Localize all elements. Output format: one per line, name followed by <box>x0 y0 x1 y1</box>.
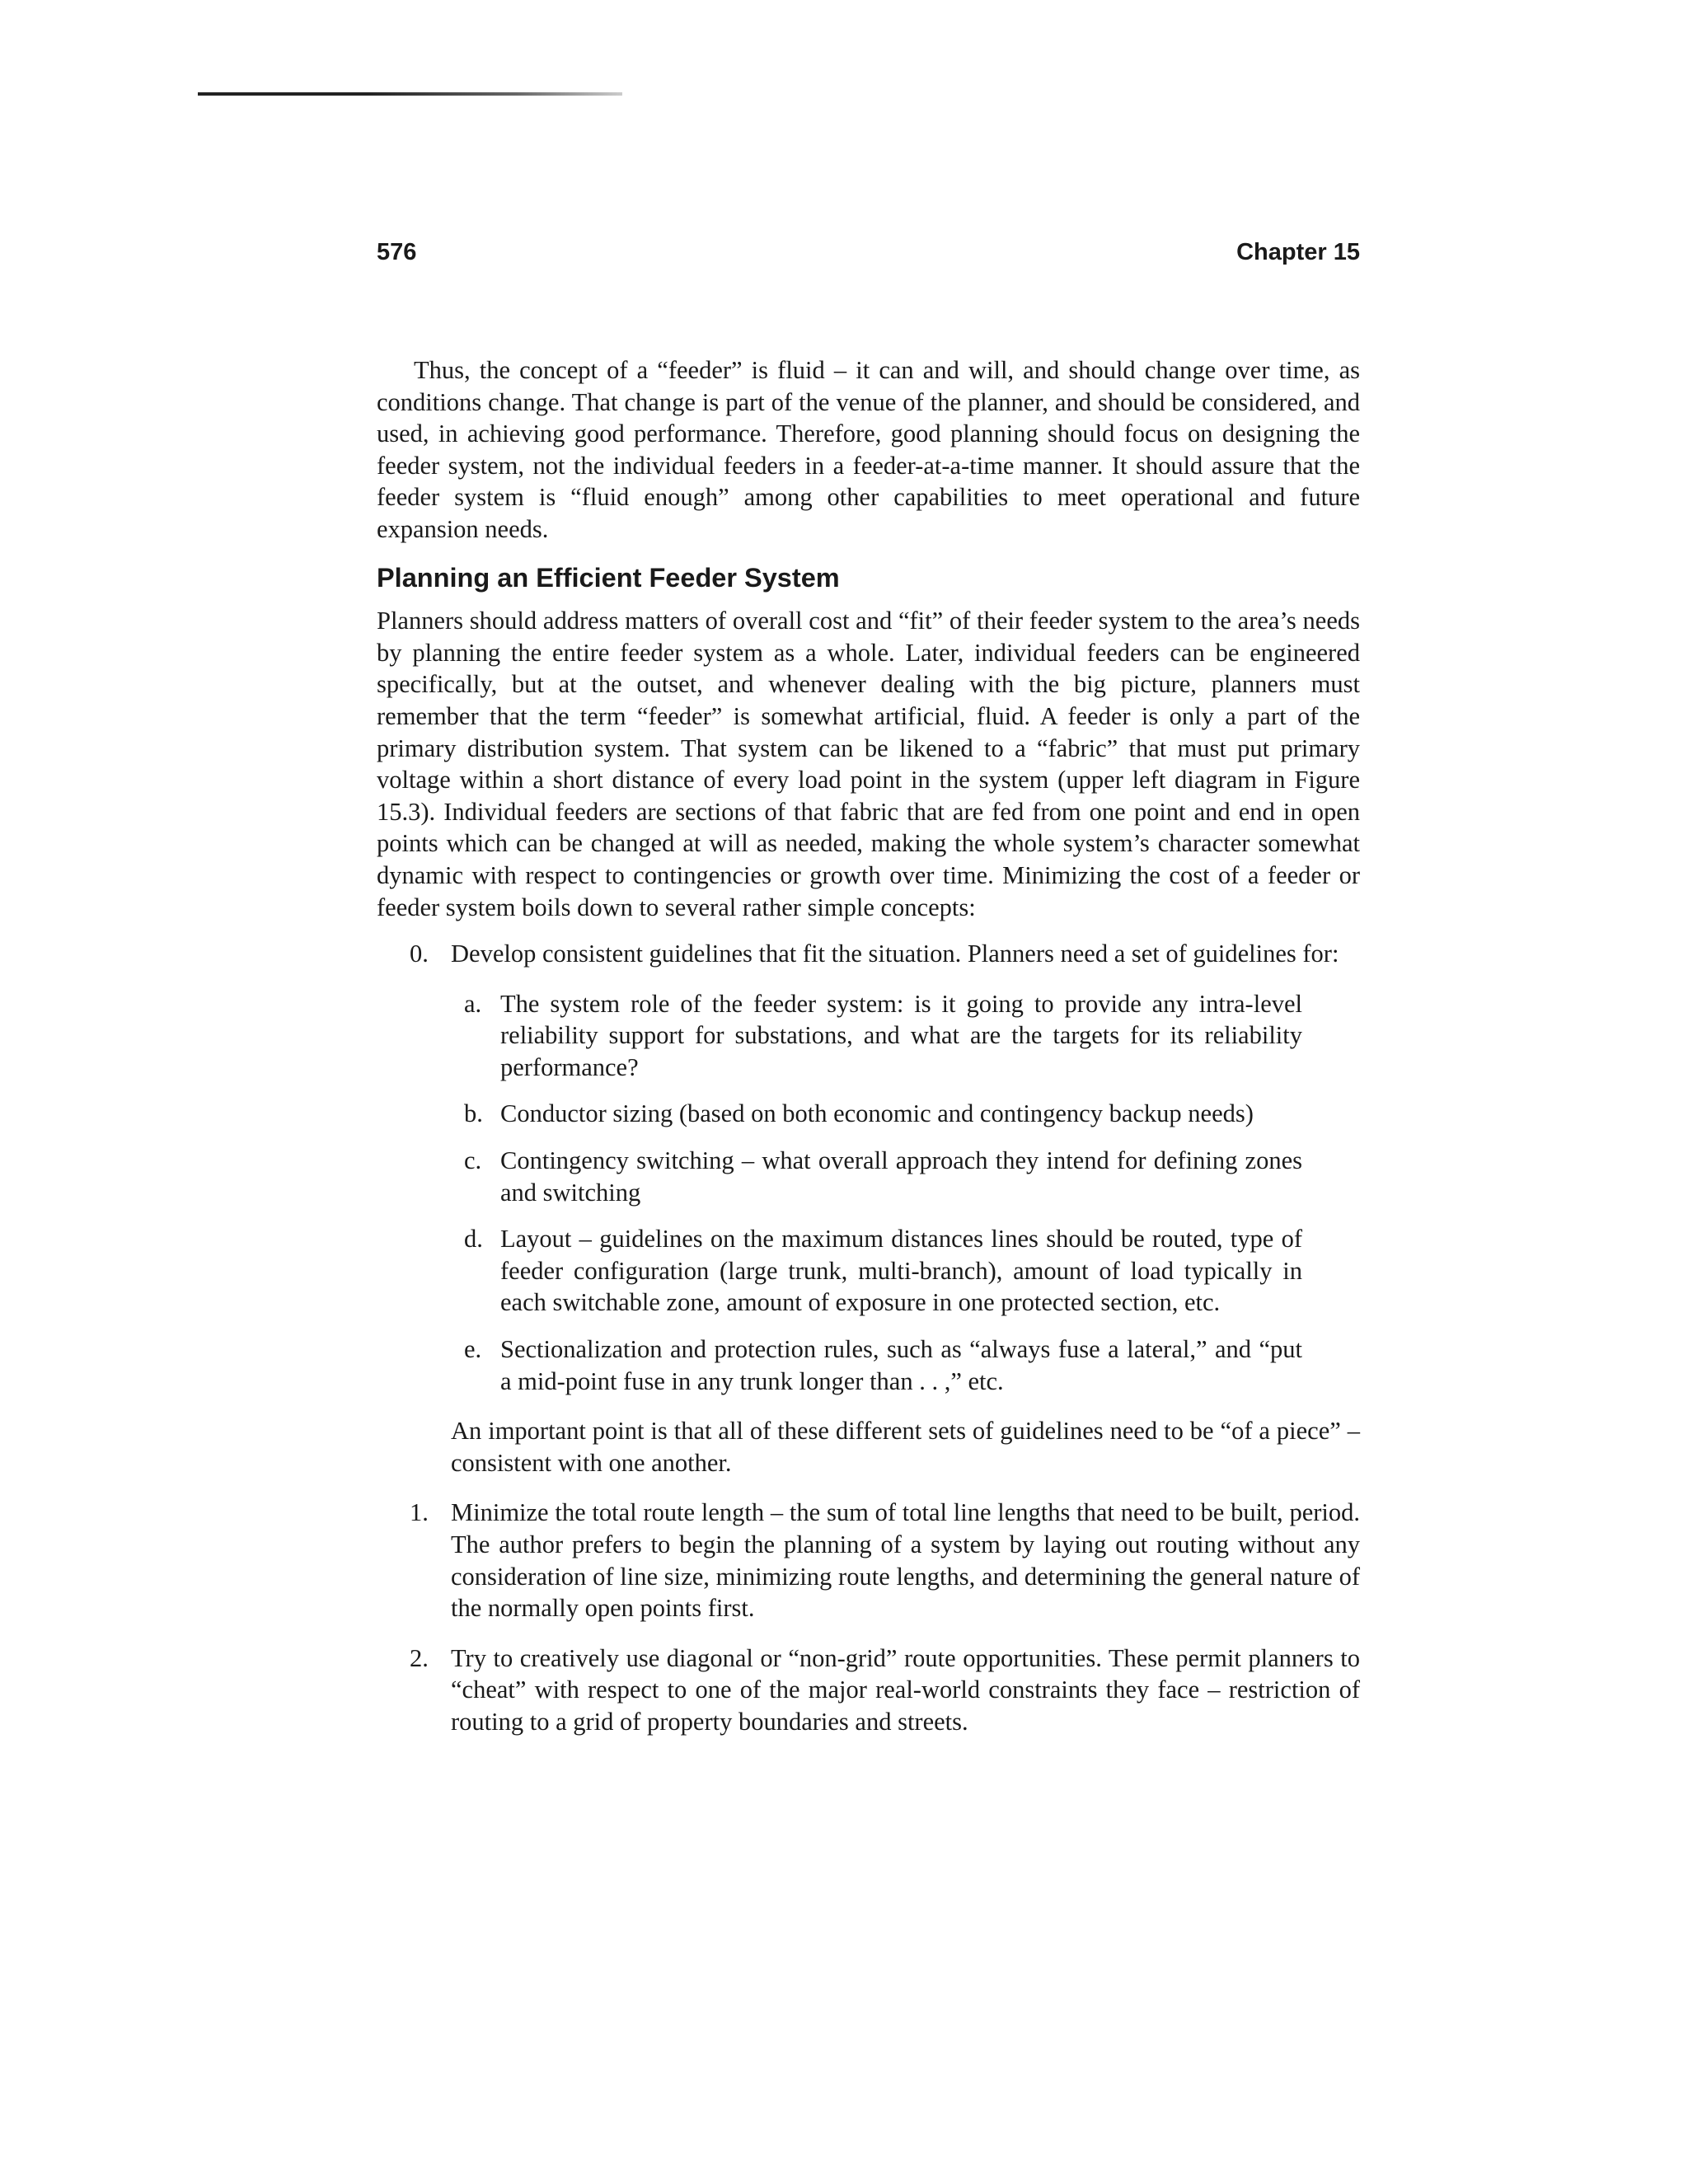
list-marker: 1. <box>410 1498 429 1527</box>
running-head <box>377 239 1360 266</box>
sub-item-a <box>377 988 1360 1084</box>
sub-marker: d. <box>464 1225 483 1254</box>
sub-item-text: Layout – guidelines on the maximum distances lines should be routed, type of feeder configuration (large trunk, multi-branch), amount of load typically in each switchable zone, amount of exposure in one protected section, etc. <box>500 1225 1302 1317</box>
list-marker: 2. <box>410 1643 429 1672</box>
top-rule <box>198 92 622 96</box>
list-item-0 <box>377 938 1360 970</box>
sub-marker: b. <box>464 1099 483 1128</box>
section-heading: Planning an Efficient Feeder System <box>377 562 840 593</box>
sub-item-text: Conductor sizing (based on both economic and contingency backup needs) <box>500 1099 1254 1128</box>
list-item-2 <box>377 1643 1360 1738</box>
list-item-text: Minimize the total route length – the sum of total line lengths that need to be built, period. The author prefers to begin the planning of a system by laying out routing without any consideration of line size, minimizing route lengths, and determining the general nature of the normally open points first. <box>451 1498 1360 1623</box>
list-item-text: Develop consistent guidelines that fit the situation. Planners need a set of guidelines for: <box>451 940 1339 968</box>
sub-item-d <box>377 1223 1360 1319</box>
list-marker: 0. <box>410 940 429 968</box>
sub-marker: a. <box>464 989 482 1018</box>
page-number: 576 <box>377 239 417 265</box>
sub-item-text: Contingency switching – what overall approach they intend for defining zones and switching <box>500 1146 1302 1207</box>
sub-marker: c. <box>464 1146 482 1175</box>
sub-item-c <box>377 1145 1360 1208</box>
sub-item-text: The system role of the feeder system: is it going to provide any intra-level reliability support for substations, and what are the targets for its reliability performance? <box>500 989 1302 1081</box>
sub-item-b <box>377 1098 1360 1130</box>
list-item-1 <box>377 1497 1360 1624</box>
chapter-label: Chapter 15 <box>1236 239 1360 265</box>
sub-item-e <box>377 1333 1360 1397</box>
sub-marker: e. <box>464 1335 482 1364</box>
intro-paragraph: Thus, the concept of a “feeder” is fluid – it can and will, and should change over time, as conditions change. That change is part of the venue of the planner, and should be considered, and used, in achieving good performance. Therefore, good planning should focus on designing the feeder system, not the individual feeders in a feeder-at-a-time manner. It should assure that the feeder system is “fluid enough” among other capabilities to meet operational and future expansion needs. <box>377 356 1360 543</box>
page-body <box>377 354 1360 1738</box>
section-paragraph: Planners should address matters of overall cost and “fit” of their feeder system to the area’s needs by planning the entire feeder system as a whole. Later, individual feeders can be engineered specifically, but at the outset, and whenever dealing with the big picture, planners must remember that the term “feeder” is somewhat artificial, fluid. A feeder is only a part of the primary distribution system. That system can be likened to a “fabric” that must put primary voltage within a short distance of every load point in the system (upper left diagram in Figure 15.3). Individual feeders are sections of that fabric that are fed from one point and end in open points which can be changed at will as needed, making the whole system’s character somewhat dynamic with respect to contingencies or growth over time. Minimizing the cost of a feeder or feeder system boils down to several rather simple concepts: <box>377 607 1360 921</box>
sub-item-text: Sectionalization and protection rules, such as “always fuse a lateral,” and “put a mid-point fuse in any trunk longer than . . ,” etc. <box>500 1335 1302 1395</box>
list-item-text: Try to creatively use diagonal or “non-grid” route opportunities. These permit planners to “cheat” with respect to one of the major real-world constraints they face – restriction of routing to a grid of property boundaries and streets. <box>451 1643 1360 1736</box>
guidelines-note: An important point is that all of these different sets of guidelines need to be “of a piece” – consistent with one another. <box>451 1417 1360 1477</box>
